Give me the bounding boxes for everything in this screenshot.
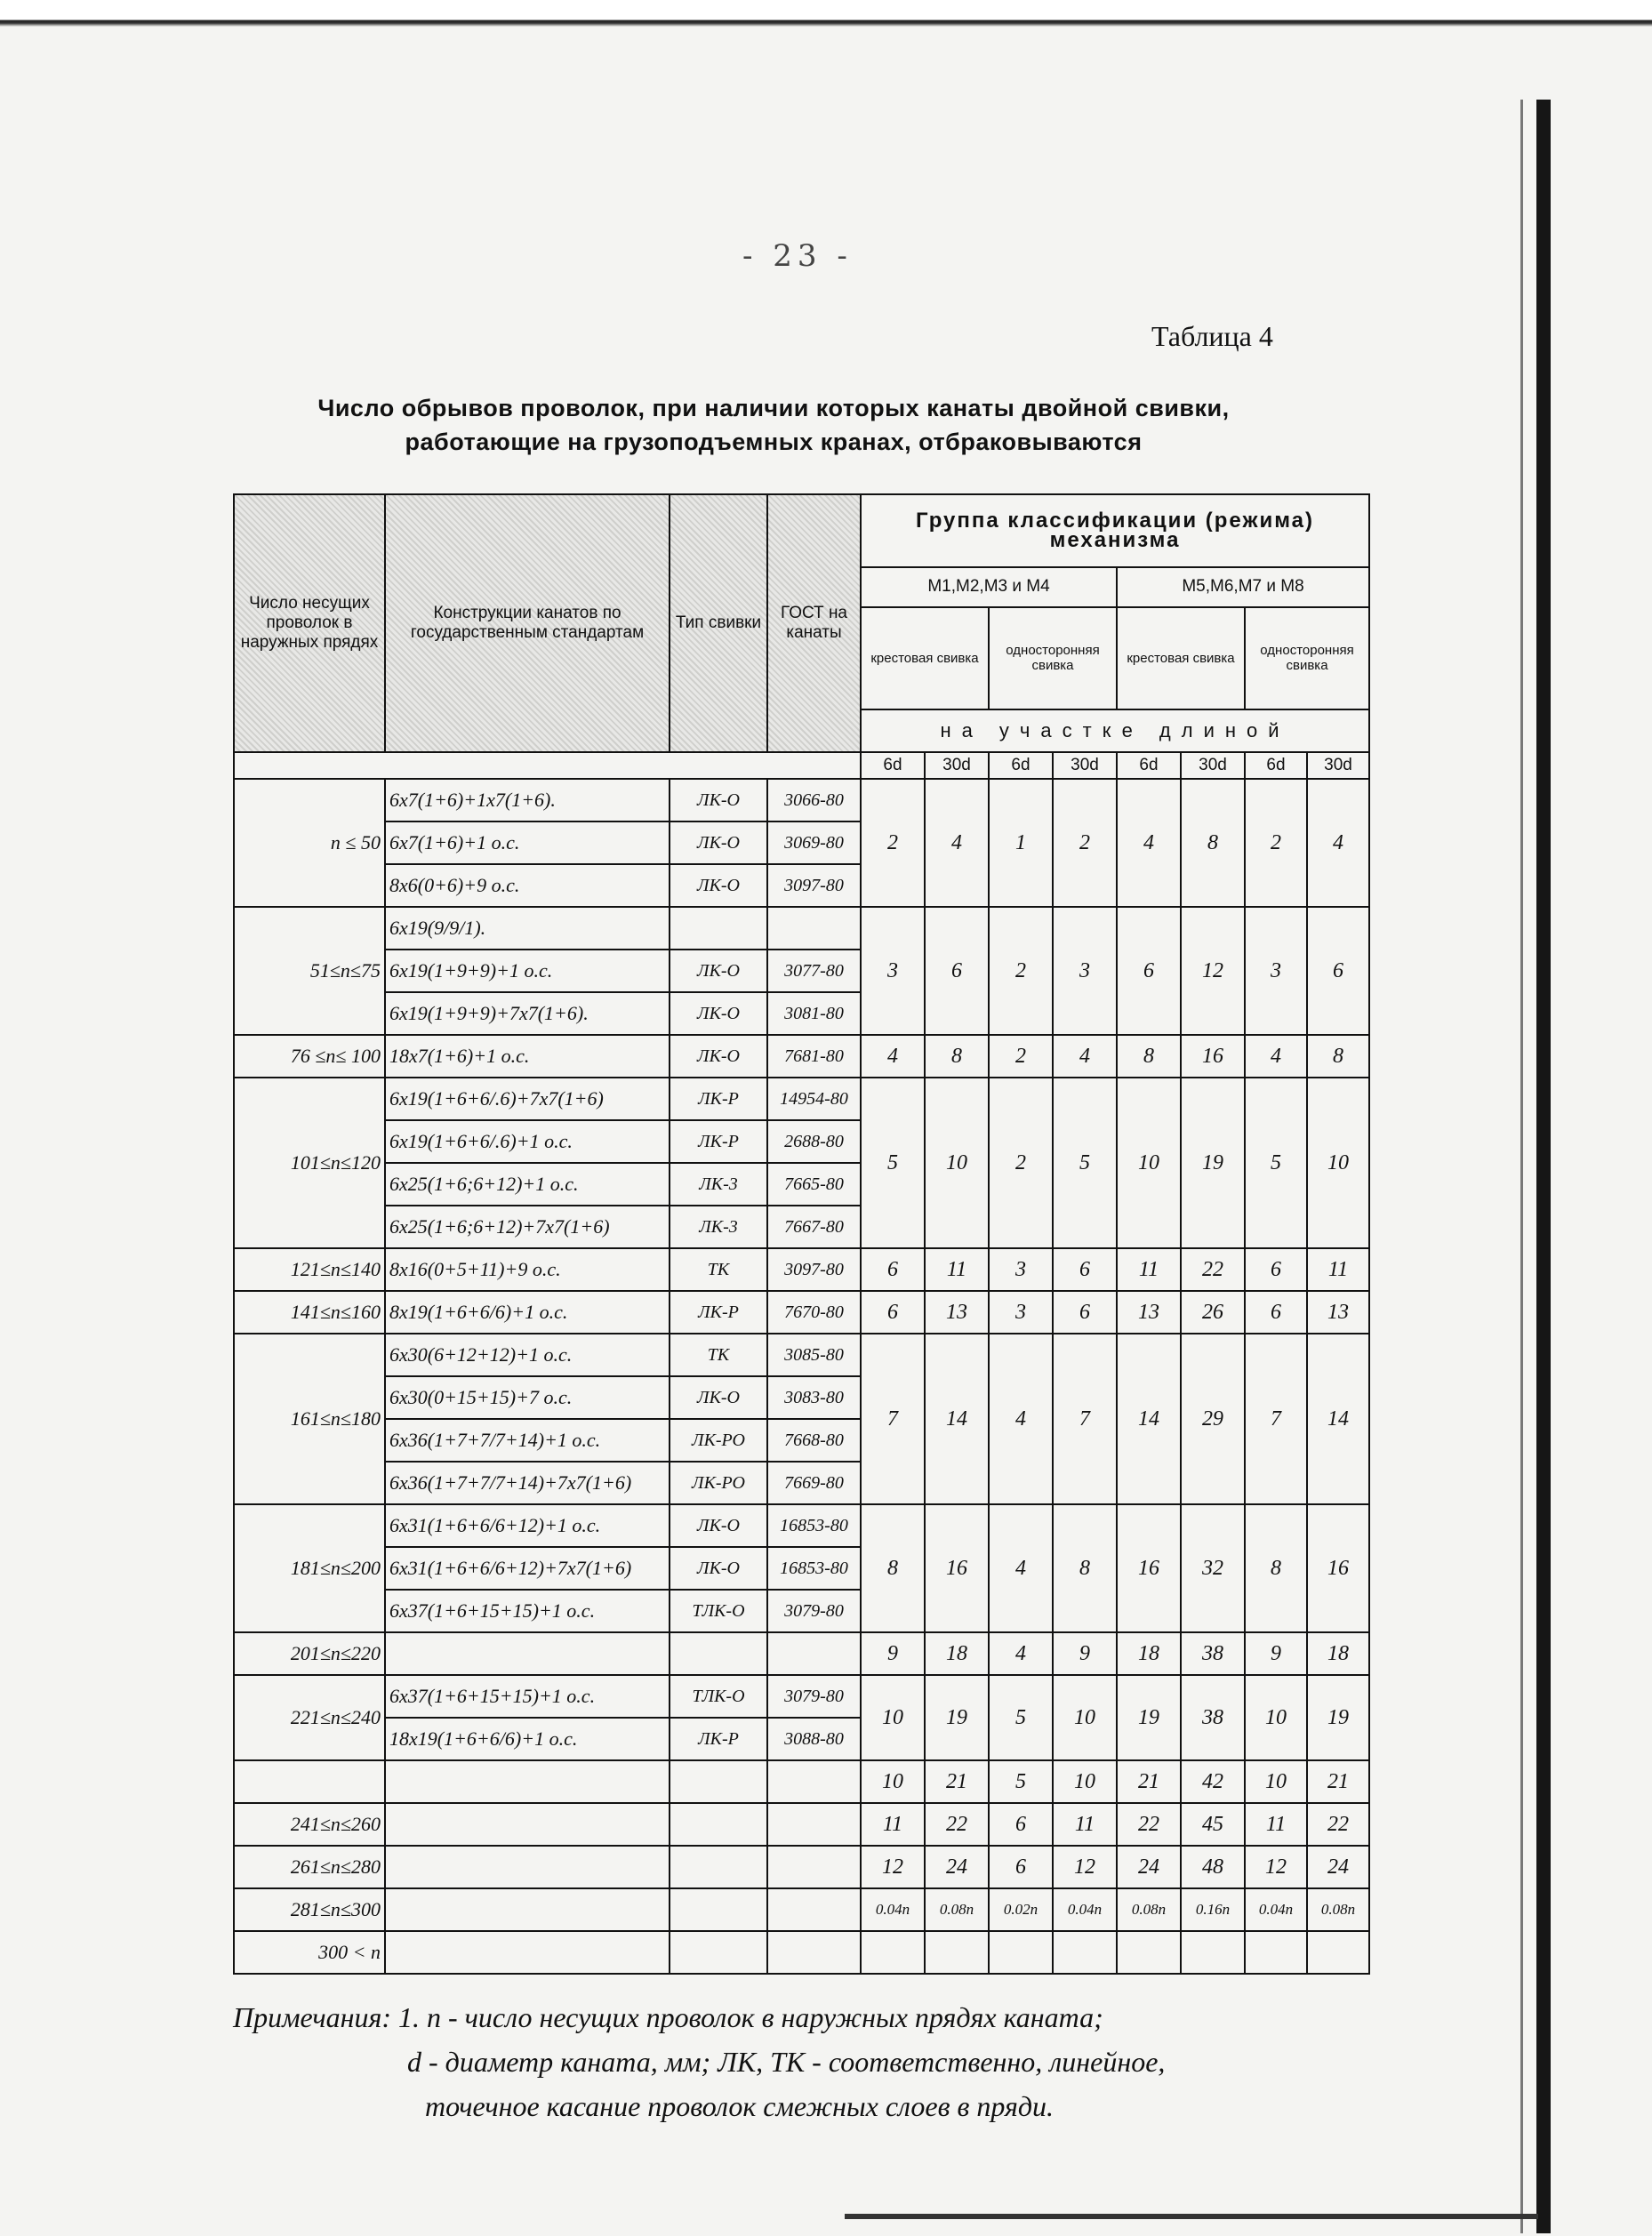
lay-type-cell: ЛК-РО [670, 1419, 767, 1462]
title-line-2: работающие на грузоподъемных кранах, отбраковываются [405, 429, 1143, 455]
break-count-cell [861, 1931, 925, 1974]
break-count-cell: 4 [989, 1334, 1053, 1504]
break-count-cell: 19 [1117, 1675, 1181, 1760]
lay-type-cell [670, 907, 767, 950]
break-count-cell: 12 [1181, 907, 1245, 1035]
lay-type-cell: ТЛК-О [670, 1590, 767, 1632]
gost-cell: 3083-80 [767, 1376, 861, 1419]
table-row [234, 779, 1369, 821]
break-count-cell: 6 [989, 1846, 1053, 1888]
break-count-cell: 8 [1307, 1035, 1369, 1078]
scan-border-right [1536, 100, 1551, 2233]
header-6d: 6d [1117, 752, 1181, 779]
break-count-cell: 11 [861, 1803, 925, 1846]
construction-cell: 8x19(1+6+6/6)+1 о.с. [385, 1291, 670, 1334]
break-count-cell: 5 [1245, 1078, 1307, 1248]
break-count-cell: 1 [989, 779, 1053, 907]
lay-type-cell: ТК [670, 1334, 767, 1376]
header-one-sided-lay-1: односторонняя свивка [989, 607, 1117, 709]
break-count-cell: 4 [989, 1504, 1053, 1632]
gost-cell: 7670-80 [767, 1291, 861, 1334]
lay-type-cell: ЛК-3 [670, 1206, 767, 1248]
break-count-cell: 16 [925, 1504, 989, 1632]
gost-cell: 3097-80 [767, 864, 861, 907]
lay-type-cell [670, 1760, 767, 1803]
table-row [234, 1888, 1369, 1931]
construction-cell [385, 1803, 670, 1846]
break-count-cell: 21 [1307, 1760, 1369, 1803]
break-count-cell: 11 [1117, 1248, 1181, 1291]
break-count-cell: 21 [1117, 1760, 1181, 1803]
break-count-cell: 24 [1117, 1846, 1181, 1888]
break-count-cell: 10 [1245, 1675, 1307, 1760]
break-count-cell: 13 [925, 1291, 989, 1334]
wire-count-cell: 51≤n≤75 [234, 907, 385, 1035]
header-cross-lay-2: крестовая свивка [1117, 607, 1245, 709]
gost-cell: 7669-80 [767, 1462, 861, 1504]
break-count-cell: 24 [925, 1846, 989, 1888]
scan-border-bottom [845, 2214, 1538, 2219]
break-count-cell: 14 [1307, 1334, 1369, 1504]
gost-cell: 14954-80 [767, 1078, 861, 1120]
table-row [234, 1035, 1369, 1078]
construction-cell: 6x31(1+6+6/6+12)+7x7(1+6) [385, 1547, 670, 1590]
header-group-m1-m4: M1,M2,M3 и M4 [861, 567, 1117, 607]
construction-cell: 6x30(6+12+12)+1 о.с. [385, 1334, 670, 1376]
gost-cell [767, 907, 861, 950]
lay-type-cell: ЛК-О [670, 992, 767, 1035]
break-count-cell: 7 [1245, 1334, 1307, 1504]
note-line-2: d - диаметр каната, мм; ЛК, ТК - соответственно, линейное, [407, 2046, 1166, 2078]
break-count-cell: 10 [1117, 1078, 1181, 1248]
break-count-cell: 5 [861, 1078, 925, 1248]
wire-count-cell [234, 1760, 385, 1803]
break-count-cell: 12 [861, 1846, 925, 1888]
break-count-cell: 0.02n [989, 1888, 1053, 1931]
break-count-cell: 21 [925, 1760, 989, 1803]
break-count-cell [989, 1931, 1053, 1974]
note-line-3: точечное касание проволок смежных слоев в пряди. [425, 2090, 1054, 2122]
gost-cell: 3069-80 [767, 821, 861, 864]
break-count-cell: 5 [1053, 1078, 1117, 1248]
gost-cell [767, 1888, 861, 1931]
break-count-cell: 4 [989, 1632, 1053, 1675]
wire-count-cell: 201≤n≤220 [234, 1632, 385, 1675]
break-count-cell [1053, 1931, 1117, 1974]
break-count-cell: 10 [861, 1675, 925, 1760]
lay-type-cell [670, 1931, 767, 1974]
break-count-cell: 45 [1181, 1803, 1245, 1846]
table-row [234, 1675, 1369, 1718]
break-count-cell: 0.08n [925, 1888, 989, 1931]
break-count-cell: 0.16n [1181, 1888, 1245, 1931]
break-count-cell: 19 [1181, 1078, 1245, 1248]
break-count-cell: 10 [861, 1760, 925, 1803]
gost-cell: 7665-80 [767, 1163, 861, 1206]
break-count-cell: 13 [1307, 1291, 1369, 1334]
break-count-cell: 6 [861, 1291, 925, 1334]
gost-cell [767, 1846, 861, 1888]
break-count-cell: 3 [1245, 907, 1307, 1035]
break-count-cell: 29 [1181, 1334, 1245, 1504]
break-count-cell: 11 [1307, 1248, 1369, 1291]
construction-cell [385, 1760, 670, 1803]
lay-type-cell: ЛК-Р [670, 1120, 767, 1163]
break-count-cell: 3 [1053, 907, 1117, 1035]
header-group: Группа классификации (режима) механизма [861, 494, 1369, 567]
break-count-cell: 6 [861, 1248, 925, 1291]
construction-cell: 6x19(1+6+6/.6)+7x7(1+6) [385, 1078, 670, 1120]
page-number: - 23 - [742, 238, 853, 274]
break-count-cell: 16 [1117, 1504, 1181, 1632]
gost-cell [767, 1760, 861, 1803]
header-group-m5-m8: M5,M6,M7 и M8 [1117, 567, 1369, 607]
wire-count-cell: 300 < n [234, 1931, 385, 1974]
header-spacer [234, 752, 861, 779]
break-count-cell: 9 [861, 1632, 925, 1675]
break-count-cell [1117, 1931, 1181, 1974]
header-one-sided-lay-2: односторонняя свивка [1245, 607, 1369, 709]
break-count-cell: 16 [1181, 1035, 1245, 1078]
break-count-cell: 11 [1245, 1803, 1307, 1846]
break-count-cell [925, 1931, 989, 1974]
break-count-cell: 6 [1245, 1248, 1307, 1291]
scan-border-top [0, 0, 1652, 37]
wire-count-cell: 161≤n≤180 [234, 1334, 385, 1504]
construction-cell: 6x37(1+6+15+15)+1 о.с. [385, 1675, 670, 1718]
break-count-cell: 0.08n [1117, 1888, 1181, 1931]
table-row [234, 1803, 1369, 1846]
lay-type-cell: ЛК-О [670, 1376, 767, 1419]
lay-type-cell: ЛК-РО [670, 1462, 767, 1504]
table-row [234, 1931, 1369, 1974]
header-6d: 6d [989, 752, 1053, 779]
gost-cell: 3079-80 [767, 1590, 861, 1632]
break-count-cell: 16 [1307, 1504, 1369, 1632]
break-count-cell: 5 [989, 1760, 1053, 1803]
break-count-cell: 10 [1053, 1760, 1117, 1803]
construction-cell: 6x25(1+6;6+12)+7x7(1+6) [385, 1206, 670, 1248]
construction-cell: 6x7(1+6)+1x7(1+6). [385, 779, 670, 821]
table-row [234, 1334, 1369, 1376]
break-count-cell: 5 [989, 1675, 1053, 1760]
gost-cell: 3066-80 [767, 779, 861, 821]
break-count-cell: 4 [1117, 779, 1181, 907]
break-count-cell: 8 [1181, 779, 1245, 907]
break-count-cell: 6 [1053, 1248, 1117, 1291]
wire-count-cell: n ≤ 50 [234, 779, 385, 907]
header-construction: Конструкции канатов по государственным стандартам [385, 494, 670, 752]
gost-cell: 2688-80 [767, 1120, 861, 1163]
construction-cell: 6x30(0+15+15)+7 о.с. [385, 1376, 670, 1419]
lay-type-cell: ЛК-Р [670, 1078, 767, 1120]
header-wire-count: Число несущих проволок в наружных прядях [234, 494, 385, 752]
break-count-cell: 18 [925, 1632, 989, 1675]
break-count-cell: 9 [1245, 1632, 1307, 1675]
break-count-cell: 18 [1117, 1632, 1181, 1675]
header-gost: ГОСТ на канаты [767, 494, 861, 752]
construction-cell: 6x25(1+6;6+12)+1 о.с. [385, 1163, 670, 1206]
lay-type-cell [670, 1888, 767, 1931]
gost-cell: 3077-80 [767, 950, 861, 992]
break-count-cell: 6 [989, 1803, 1053, 1846]
wire-count-cell: 281≤n≤300 [234, 1888, 385, 1931]
break-count-cell: 19 [1307, 1675, 1369, 1760]
header-30d: 30d [1053, 752, 1117, 779]
construction-cell [385, 1888, 670, 1931]
title-line-1: Число обрывов проволок, при наличии которых канаты двойной свивки, [317, 395, 1230, 421]
gost-cell: 7681-80 [767, 1035, 861, 1078]
break-count-cell: 6 [1307, 907, 1369, 1035]
break-count-cell: 10 [1245, 1760, 1307, 1803]
construction-cell: 6x36(1+7+7/7+14)+1 о.с. [385, 1419, 670, 1462]
break-count-cell: 3 [989, 1248, 1053, 1291]
header-6d: 6d [1245, 752, 1307, 779]
break-count-cell: 24 [1307, 1846, 1369, 1888]
break-count-cell: 14 [1117, 1334, 1181, 1504]
break-count-cell: 0.04n [861, 1888, 925, 1931]
header-lay-type: Тип свивки [670, 494, 767, 752]
header-30d: 30d [925, 752, 989, 779]
break-count-cell: 10 [925, 1078, 989, 1248]
header-30d: 30d [1181, 752, 1245, 779]
construction-cell: 6x19(1+6+6/.6)+1 о.с. [385, 1120, 670, 1163]
break-count-cell: 4 [1245, 1035, 1307, 1078]
break-count-cell: 48 [1181, 1846, 1245, 1888]
table-row [234, 1291, 1369, 1334]
lay-type-cell: ЛК-3 [670, 1163, 767, 1206]
wire-count-cell: 181≤n≤200 [234, 1504, 385, 1632]
gost-cell [767, 1803, 861, 1846]
wire-count-cell: 261≤n≤280 [234, 1846, 385, 1888]
gost-cell [767, 1632, 861, 1675]
break-count-cell: 6 [1245, 1291, 1307, 1334]
gost-cell: 7668-80 [767, 1419, 861, 1462]
table-row [234, 1846, 1369, 1888]
break-count-cell: 22 [925, 1803, 989, 1846]
wire-count-cell: 101≤n≤120 [234, 1078, 385, 1248]
break-count-cell: 18 [1307, 1632, 1369, 1675]
gost-cell: 3079-80 [767, 1675, 861, 1718]
table-row [234, 907, 1369, 950]
break-count-cell: 19 [925, 1675, 989, 1760]
lay-type-cell [670, 1846, 767, 1888]
wire-count-cell: 76 ≤n≤ 100 [234, 1035, 385, 1078]
wire-count-cell: 221≤n≤240 [234, 1675, 385, 1760]
break-count-cell: 8 [1245, 1504, 1307, 1632]
break-count-cell: 6 [1053, 1291, 1117, 1334]
break-count-cell: 8 [861, 1504, 925, 1632]
break-count-cell: 12 [1053, 1846, 1117, 1888]
break-count-cell: 12 [1245, 1846, 1307, 1888]
lay-type-cell: ЛК-О [670, 864, 767, 907]
table-row [234, 1078, 1369, 1120]
gost-cell: 16853-80 [767, 1504, 861, 1547]
scan-border-right-thin [1520, 100, 1523, 2233]
lay-type-cell [670, 1632, 767, 1675]
break-count-cell: 26 [1181, 1291, 1245, 1334]
construction-cell: 6x19(1+9+9)+1 о.с. [385, 950, 670, 992]
rope-rejection-table [233, 493, 1370, 1975]
break-count-cell: 13 [1117, 1291, 1181, 1334]
gost-cell: 3088-80 [767, 1718, 861, 1760]
lay-type-cell: ТЛК-О [670, 1675, 767, 1718]
lay-type-cell: ТК [670, 1248, 767, 1291]
break-count-cell: 8 [925, 1035, 989, 1078]
table-row [234, 1248, 1369, 1291]
lay-type-cell: ЛК-Р [670, 1291, 767, 1334]
break-count-cell: 3 [861, 907, 925, 1035]
wire-count-cell: 241≤n≤260 [234, 1803, 385, 1846]
wire-count-cell: 121≤n≤140 [234, 1248, 385, 1291]
header-6d: 6d [861, 752, 925, 779]
lay-type-cell [670, 1803, 767, 1846]
break-count-cell: 32 [1181, 1504, 1245, 1632]
break-count-cell: 9 [1053, 1632, 1117, 1675]
gost-cell: 3097-80 [767, 1248, 861, 1291]
construction-cell: 6x31(1+6+6/6+12)+1 о.с. [385, 1504, 670, 1547]
wire-count-cell: 141≤n≤160 [234, 1291, 385, 1334]
break-count-cell: 14 [925, 1334, 989, 1504]
break-count-cell [1245, 1931, 1307, 1974]
construction-cell: 8x16(0+5+11)+9 о.с. [385, 1248, 670, 1291]
break-count-cell: 4 [861, 1035, 925, 1078]
gost-cell: 7667-80 [767, 1206, 861, 1248]
break-count-cell: 22 [1307, 1803, 1369, 1846]
break-count-cell: 0.04n [1245, 1888, 1307, 1931]
break-count-cell: 2 [861, 779, 925, 907]
break-count-cell: 11 [1053, 1803, 1117, 1846]
break-count-cell: 0.08n [1307, 1888, 1369, 1931]
break-count-cell: 2 [989, 907, 1053, 1035]
note-line-1: Примечания: 1. n - число несущих проволок в наружных прядях каната; [233, 2001, 1103, 2033]
break-count-cell: 10 [1053, 1675, 1117, 1760]
table-label: Таблица 4 [1151, 320, 1273, 352]
lay-type-cell: ЛК-О [670, 779, 767, 821]
gost-cell: 16853-80 [767, 1547, 861, 1590]
break-count-cell: 0.04n [1053, 1888, 1117, 1931]
construction-cell [385, 1846, 670, 1888]
gost-cell [767, 1931, 861, 1974]
gost-cell: 3081-80 [767, 992, 861, 1035]
lay-type-cell: ЛК-О [670, 1035, 767, 1078]
construction-cell: 6x7(1+6)+1 о.с. [385, 821, 670, 864]
break-count-cell: 38 [1181, 1675, 1245, 1760]
break-count-cell: 42 [1181, 1760, 1245, 1803]
break-count-cell: 7 [1053, 1334, 1117, 1504]
break-count-cell: 22 [1181, 1248, 1245, 1291]
table-title [267, 391, 1280, 459]
construction-cell: 8x6(0+6)+9 о.с. [385, 864, 670, 907]
construction-cell: 6x19(1+9+9)+7x7(1+6). [385, 992, 670, 1035]
break-count-cell: 6 [925, 907, 989, 1035]
table-row [234, 1504, 1369, 1547]
construction-cell: 6x19(9/9/1). [385, 907, 670, 950]
break-count-cell: 22 [1117, 1803, 1181, 1846]
header-cross-lay-1: крестовая свивка [861, 607, 989, 709]
construction-cell [385, 1632, 670, 1675]
construction-cell: 18x19(1+6+6/6)+1 о.с. [385, 1718, 670, 1760]
header-30d: 30d [1307, 752, 1369, 779]
lay-type-cell: ЛК-О [670, 821, 767, 864]
table-row [234, 1632, 1369, 1675]
break-count-cell: 3 [989, 1291, 1053, 1334]
break-count-cell: 4 [1053, 1035, 1117, 1078]
break-count-cell: 11 [925, 1248, 989, 1291]
break-count-cell: 6 [1117, 907, 1181, 1035]
lay-type-cell: ЛК-О [670, 950, 767, 992]
break-count-cell: 2 [989, 1035, 1053, 1078]
lay-type-cell: ЛК-Р [670, 1718, 767, 1760]
break-count-cell: 2 [989, 1078, 1053, 1248]
break-count-cell: 8 [1053, 1504, 1117, 1632]
break-count-cell: 4 [1307, 779, 1369, 907]
break-count-cell [1181, 1931, 1245, 1974]
break-count-cell [1307, 1931, 1369, 1974]
lay-type-cell: ЛК-О [670, 1504, 767, 1547]
break-count-cell: 10 [1307, 1078, 1369, 1248]
construction-cell: 18x7(1+6)+1 о.с. [385, 1035, 670, 1078]
break-count-cell: 38 [1181, 1632, 1245, 1675]
construction-cell: 6x37(1+6+15+15)+1 о.с. [385, 1590, 670, 1632]
gost-cell: 3085-80 [767, 1334, 861, 1376]
lay-type-cell: ЛК-О [670, 1547, 767, 1590]
break-count-cell: 7 [861, 1334, 925, 1504]
header-length: на участке длиной [861, 709, 1369, 752]
table-row [234, 1760, 1369, 1803]
break-count-cell: 4 [925, 779, 989, 907]
break-count-cell: 2 [1053, 779, 1117, 907]
construction-cell: 6x36(1+7+7/7+14)+7x7(1+6) [385, 1462, 670, 1504]
construction-cell [385, 1931, 670, 1974]
break-count-cell: 8 [1117, 1035, 1181, 1078]
break-count-cell: 2 [1245, 779, 1307, 907]
